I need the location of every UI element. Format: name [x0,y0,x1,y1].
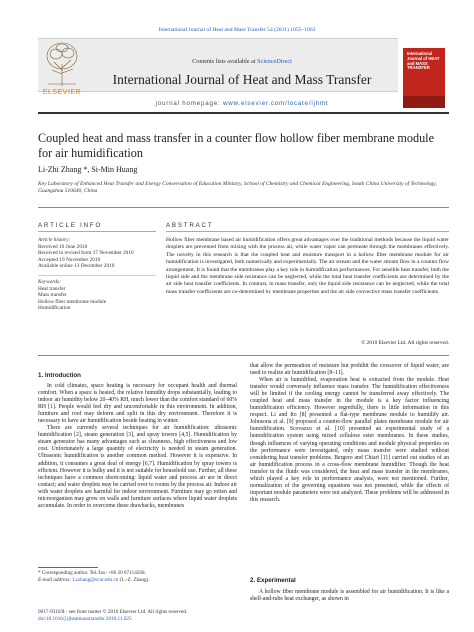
history-online: Available online 13 December 2010 [38,263,115,269]
journal-cover-title: International Journal of HEAT and MASS TRANSFER [407,51,440,71]
corresponding-author-note: * Corresponding author. Tel./fax: +86 20 87114268. [38,570,146,576]
journal-citation[interactable]: International Journal of Heat and Mass Transfer 54 (2011) 1055–1063 [158,27,316,33]
contents-available-line [86,58,398,65]
keyword-item: Hollow fiber membrane module [38,298,107,305]
keywords-rule [38,275,156,276]
intro-paragraph: that allow the permeation of moisture but prohibit the crossover of liquid water, are used to realize air humidification [8–11]. [250,363,449,377]
experimental-column [250,589,449,603]
email-link[interactable]: Lzzhang@scut.edu.cn [72,576,119,583]
abstract-heading: ABSTRACT [166,222,214,229]
keywords-list [38,279,156,312]
keywords-label: Keywords: [38,279,61,285]
abstract-text: Hollow fiber membrane based air humidification offers great advantages over the traditional methods because the liquid water droplets are prevented from mixing with the process air, while water vapor can permeate through the membranes effectively. The novelty in this research is that the coupled heat and moisture transport in a hollow fiber membrane module for air humidification is investigated, both numerically and experimentally. The air stream and the water stream flow in a counter flow arrangement. It is found that the membranes play a key role in humidification performances. For sensible heat transfer, both the liquid side and the membrane side resistance can be neglected, while the total heat transfer coefficients are determined by the air side heat transfer coefficients. In contrast, in mass transfer, only the liquid side resistance can be neglected, while the total mass transfer coefficients are co-determined by membrane properties and the air side convective mass transfer coefficients. [166,237,449,295]
footnote-rule [38,567,98,568]
issn-line: 0017-9310/$ - see front matter © 2010 Elsevier Ltd. All rights reserved. [38,609,188,615]
intro-left-column [38,383,237,510]
article-authors: Li-Zhi Zhang *, Si-Min Huang [38,165,138,174]
doi-link[interactable]: doi:10.1016/j.ijheatmasstransfer.2010.11.025 [38,615,132,622]
footnote [38,570,237,583]
elsevier-tree-logo [44,40,80,86]
section-heading-introduction: 1. Introduction [38,372,81,379]
journal-cover-band [403,96,445,108]
article-info-rule [38,231,156,232]
article-history [38,237,156,270]
journal-title: International Journal of Heat and Mass Transfer [112,72,372,87]
masthead-rule [38,112,449,114]
email-line [38,577,237,584]
article-title: Coupled heat and mass transfer in a counter flow hollow fiber membrane module for air humidification [38,131,434,160]
history-revised: Received in revised form 17 November 2010 [38,250,134,256]
history-label: Article history: [38,237,71,243]
intro-paragraph: In cold climates, space heating is necessary for occupant health and thermal comfort. When a space is heated, the relative humidity drops substantially, leading to indoor air humidity below 20–40% RH, much lower than the comfort standard of 60% RH [1]. People would feel dry and uncomfortable in this environment. In addition, furniture and roof may deform and split in this dry environment. Therefore it is necessary to have air humidification beside heating in winter. [38,383,237,425]
history-received: Received 10 June 2010 [38,243,88,250]
issn-block [38,609,237,622]
email-label: E-mail address: [38,576,72,583]
email-suffix: (L.-Z. Zhang). [119,576,150,583]
keyword-item: Mass transfer [38,292,67,298]
header-divider [38,207,449,208]
abstract-bottom-rule [38,355,449,356]
keyword-item: Humidification [38,305,71,311]
author-affiliation: Key Laboratory of Enhanced Heat Transfer and Energy Conservation of Education Ministry, School of Chemistry and Chemical Engineering, South China University of Technology, Guangzhou 510640, China [38,181,437,195]
sciencedirect-link[interactable]: ScienceDirect [257,58,292,65]
contents-prefix: Contents lists available at [192,58,256,65]
abstract-copyright: © 2010 Elsevier Ltd. All rights reserved. [361,340,449,346]
experimental-paragraph: A hollow fiber membrane module is assembled for air humidification. It is like a shell-and-tube heat exchanger, as shown in [250,589,449,603]
section-heading-experimental: 2. Experimental [250,577,296,584]
journal-homepage-line [86,100,398,107]
intro-paragraph: When air is humidified, evaporation heat is extracted from the module. Heat transfer would conversely influence mass transfer. The humidification effectiveness will be limited if the cooling energy cannot be transferred away effectively. The coupled heat and mass transfer in the module is a key factor influencing humidification efficiency. However regretfully, there is little information in this respect. Li and Ito [8] presented a flat-type membrane module to humidify air. Johnsona et al. [9] proposed a counter-flow parallel plates membrane module for air humidification. Scovazzo et al. [10] presented an experimental study of a humidification system using mixed cellulose ester membranes. In these studies, though influences of varying operating conditions and module physical properties on the performance were investigated, only mass transfer were studied without considering heat transfer problems. Bergero and Chiari [11] carried out studies of an air humidification process in a cross-flow membrane humidifier. Though the heat transfer in the fluids was considered, the heat and mass transfer in the membranes, which played a key role in performance analysis, were not mentioned. Further, normalization of the governing equations was not presented, while the effects of important module parameters were not analyzed. These problems will be addressed in this research. [250,377,449,503]
intro-paragraph: There are currently several techniques for air humidification: ultrasonic humidification [2], steam generation [3], and spray towers [4,5]. Humidification by steam generator has many advantages such as cleanness, high effectiveness and low cost. Unfortunately a large quantity of electricity is needed in steam generation. Ultrasonic humidification is another common method. However it is expensive. In addition, it consumes a great deal of energy [6,7]. Humidification by spray towers is efficient. However it is bulky and it is not suitable for household use. Further, all these techniques have a common shortcoming: liquid water and process air are in direct contact; and water droplets may be carried over to rooms by the process air. Indoor air with water droplets are harmful for indoor environment. Furniture may go rotten and microorganism may grow on walls and furniture surfaces where liquid water droplets accumulate. In order to overcome these drawbacks, membranes [38,425,237,509]
history-accepted: Accepted 19 November 2010 [38,256,101,263]
homepage-link[interactable]: www.elsevier.com/locate/ijhmt [223,100,329,107]
intro-right-column [250,363,449,504]
article-info-heading: ARTICLE INFO [38,222,103,229]
homepage-prefix: journal homepage: [155,100,221,107]
elsevier-wordmark: ELSEVIER [42,89,82,96]
keyword-item: Heat transfer [38,285,66,292]
abstract-rule [166,231,449,232]
